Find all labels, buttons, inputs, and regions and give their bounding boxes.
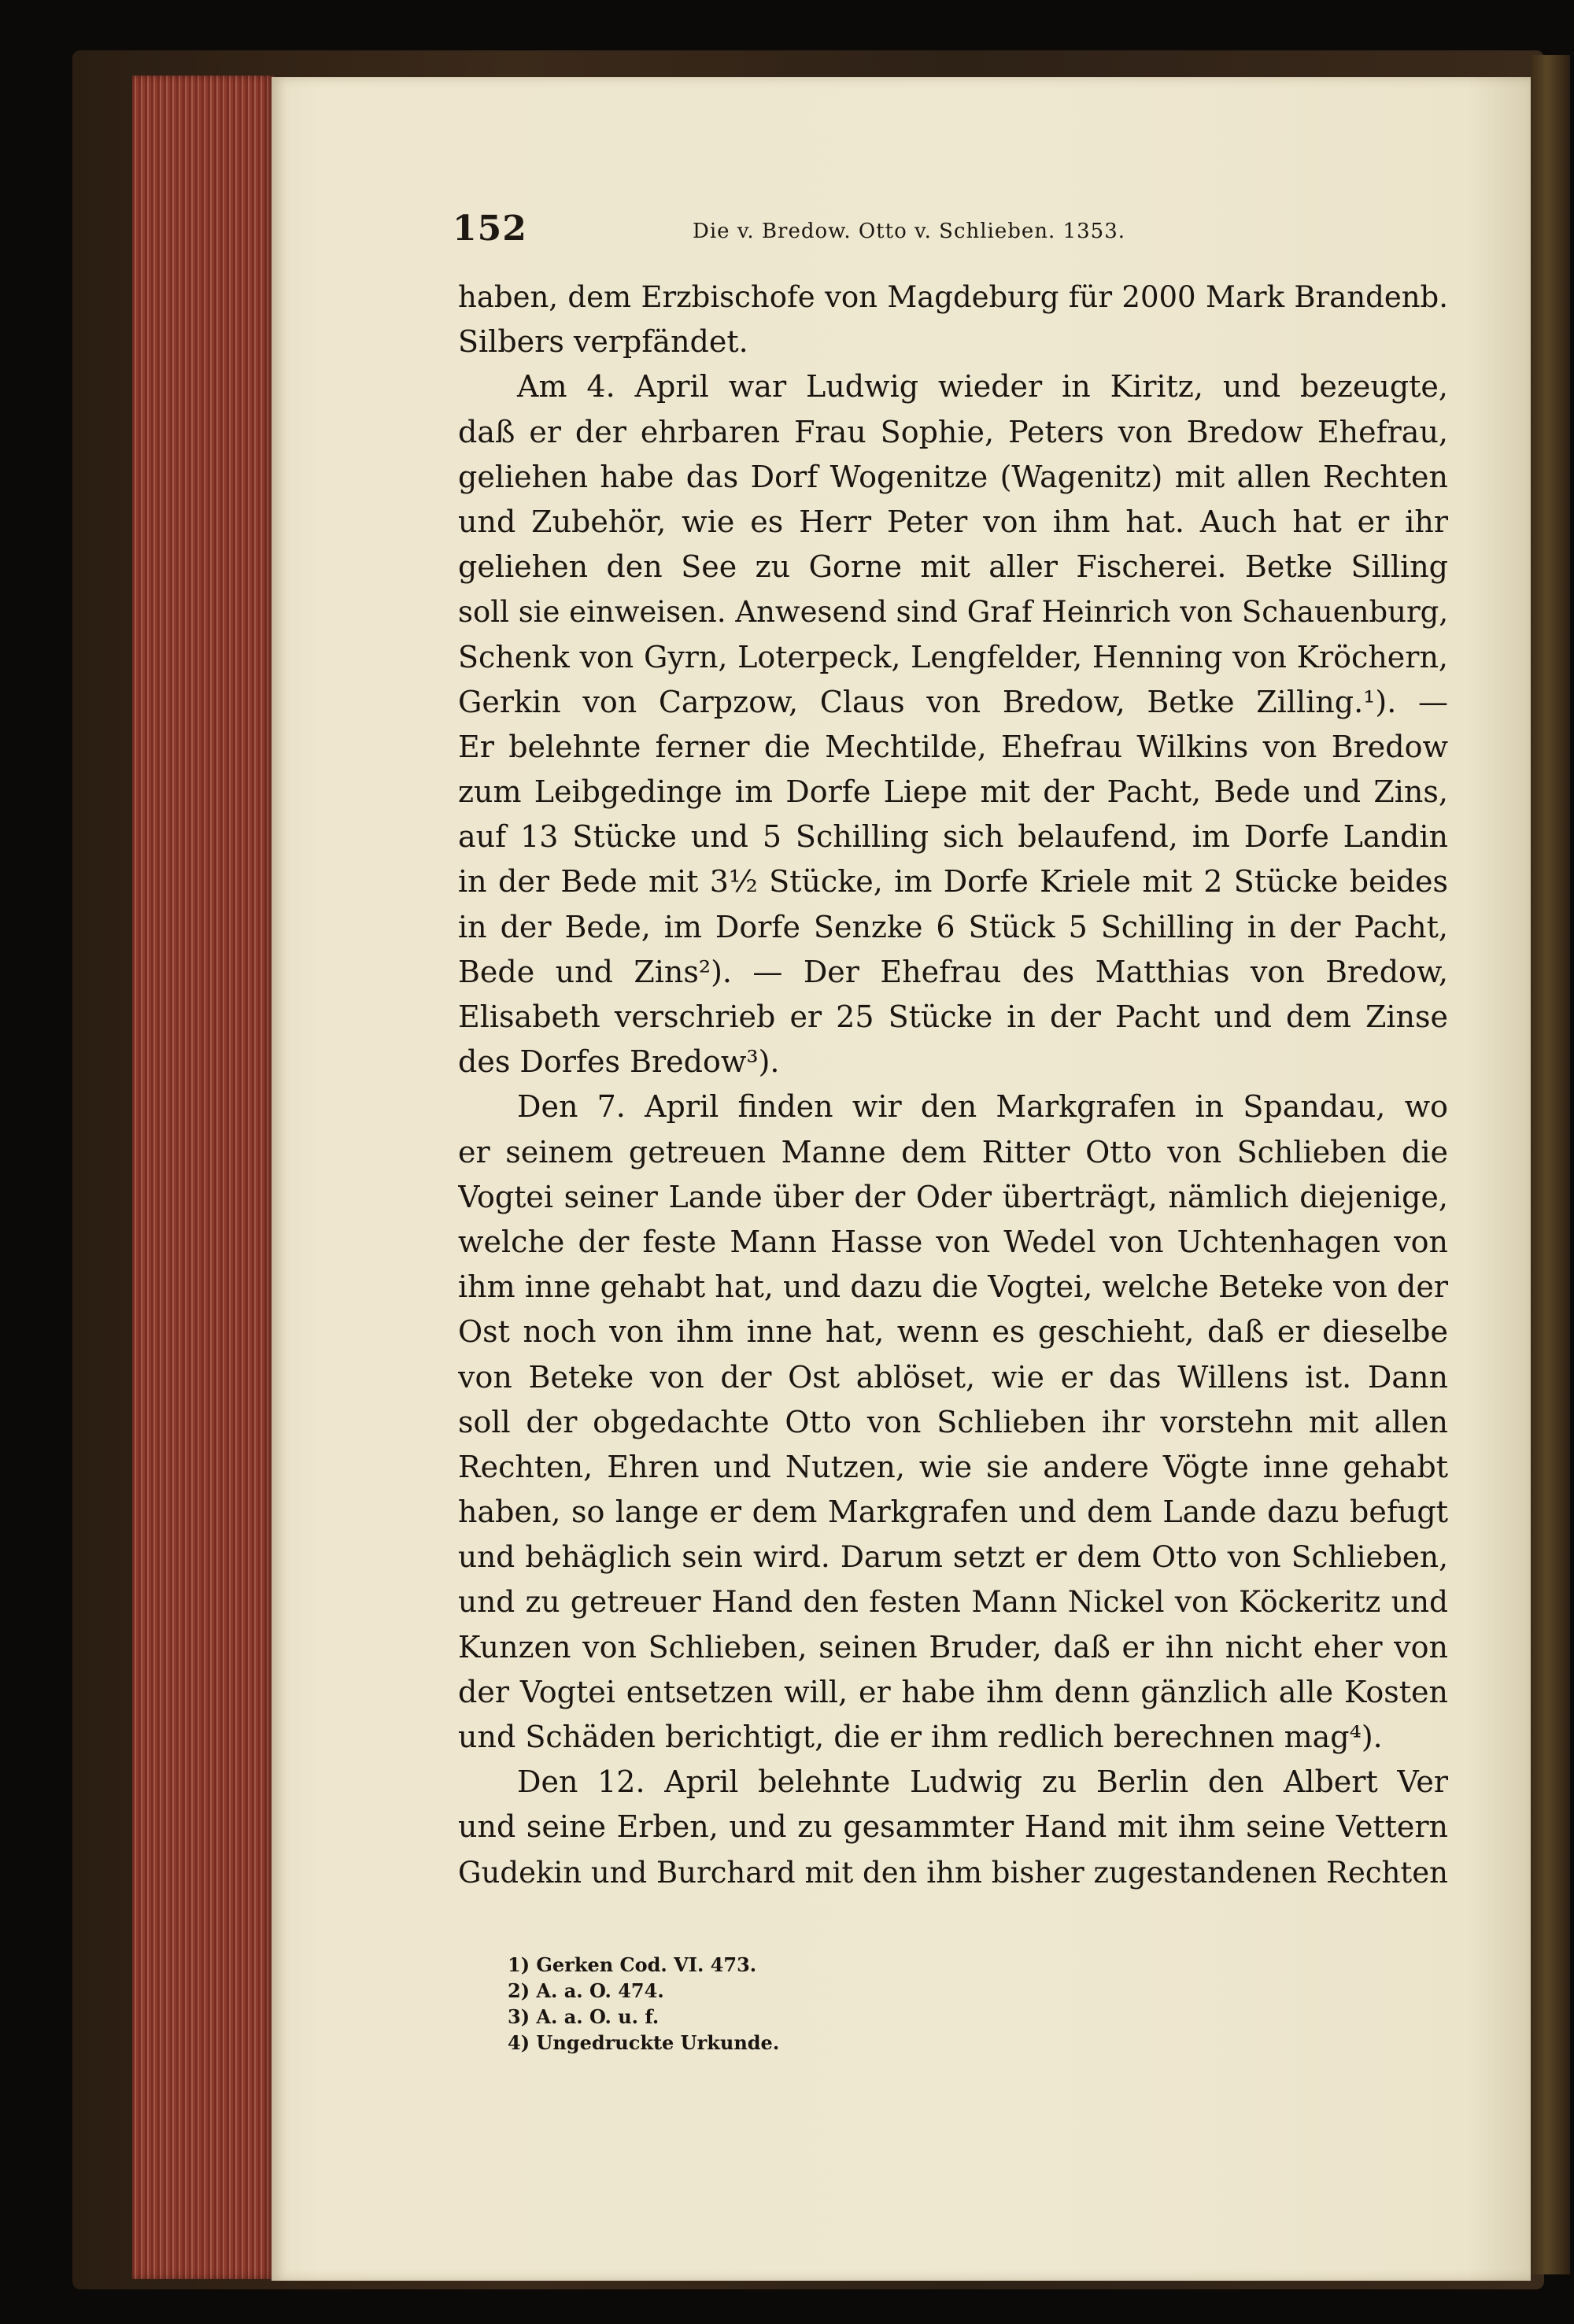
text-line: welche der feste Mann Hasse von Wedel von Uchtenhagen von: [458, 1224, 1448, 1259]
text-line: und Schäden berichtigt, die er ihm redlich berechnen mag⁴).: [458, 1720, 1383, 1754]
text-line: Gerkin von Carpzow, Claus von Bredow, Betke Zilling.¹). —: [458, 684, 1448, 719]
text-line: und zu getreuer Hand den festen Mann Nickel von Köckeritz und: [458, 1584, 1448, 1620]
text-line: Gudekin und Burchard mit den ihm bisher zugestandenen Rechten: [458, 1855, 1448, 1890]
text-line: Rechten, Ehren und Nutzen, wie sie andere Vögte inne gehabt: [458, 1449, 1448, 1484]
text-line: der Vogtei entsetzen will, er habe ihm denn gänzlich alle Kosten: [458, 1674, 1448, 1709]
text-line: Schenk von Gyrn, Loterpeck, Lengfelder, Henning von Kröchern,: [458, 639, 1448, 674]
footnote: 4) Ungedruckte Urkunde.: [508, 2031, 780, 2054]
text-line: zum Leibgedinge im Dorfe Liepe mit der Pacht, Bede und Zins,: [458, 774, 1448, 810]
footnote: 1) Gerken Cod. VI. 473.: [508, 1953, 757, 1976]
body-text: [458, 275, 1448, 1895]
text-line: Elisabeth verschrieb er 25 Stücke in der Pacht und dem Zinse: [458, 999, 1448, 1034]
text-line: auf 13 Stücke und 5 Schilling sich belaufend, im Dorfe Landin: [458, 819, 1448, 855]
text-line: Silbers verpfändet.: [458, 324, 748, 360]
text-line: Ost noch von ihm inne hat, wenn es geschieht, daß er dieselbe: [458, 1314, 1448, 1350]
text-line: Vogtei seiner Lande über der Oder überträgt, nämlich diejenige,: [458, 1179, 1448, 1214]
page-header: [453, 209, 1452, 256]
text-line: Bede und Zins²). — Der Ehefrau des Matthias von Bredow,: [458, 954, 1448, 989]
text-line: Den 12. April belehnte Ludwig zu Berlin den Albert Ver: [517, 1764, 1448, 1800]
text-line: und seine Erben, und zu gesammter Hand mit ihm seine Vettern: [458, 1809, 1448, 1845]
text-line: von Beteke von der Ost ablöset, wie er das Willens ist. Dann: [458, 1359, 1448, 1395]
text-line: Er belehnte ferner die Mechtilde, Ehefrau Wilkins von Bredow: [458, 729, 1448, 764]
text-line: daß er der ehrbaren Frau Sophie, Peters von Bredow Ehefrau,: [458, 414, 1448, 449]
page-block-edges: [132, 76, 274, 2279]
text-line: geliehen habe das Dorf Wogenitze (Wagenitz) mit allen Rechten: [458, 459, 1448, 494]
text-line: haben, dem Erzbischofe von Magdeburg für 2000 Mark Brandenb.: [458, 280, 1448, 314]
text-line: Am 4. April war Ludwig wieder in Kiritz, und bezeugte,: [517, 369, 1448, 405]
footnotes: [508, 1952, 980, 2056]
text-line: Kunzen von Schlieben, seinen Bruder, daß er ihn nicht eher von: [458, 1629, 1448, 1664]
text-line: des Dorfes Bredow³).: [458, 1044, 780, 1080]
text-line: er seinem getreuen Manne dem Ritter Otto von Schlieben die: [458, 1134, 1448, 1169]
footnote: 2) A. a. O. 474.: [508, 1979, 664, 2002]
page-number: 152: [453, 209, 527, 249]
text-line: in der Bede, im Dorfe Senzke 6 Stück 5 Schilling in der Pacht,: [458, 909, 1448, 944]
text-line: soll der obgedachte Otto von Schlieben ihr vorstehn mit allen: [458, 1404, 1448, 1439]
text-line: ihm inne gehabt hat, und dazu die Vogtei, welche Beteke von der: [458, 1269, 1448, 1305]
text-line: soll sie einweisen. Anwesend sind Graf Heinrich von Schauenburg,: [458, 595, 1448, 630]
text-line: Den 7. April finden wir den Markgrafen in Spandau, wo: [517, 1089, 1448, 1125]
text-line: in der Bede mit 3½ Stücke, im Dorfe Kriele mit 2 Stücke beides: [458, 864, 1448, 900]
text-line: und behäglich sein wird. Darum setzt er dem Otto von Schlieben,: [458, 1539, 1448, 1575]
text-line: haben, so lange er dem Markgrafen und dem Lande dazu befugt: [458, 1495, 1448, 1530]
adjacent-page-edge: [1531, 55, 1570, 2274]
footnote: 3) A. a. O. u. f.: [508, 2005, 660, 2028]
text-line: und Zubehör, wie es Herr Peter von ihm hat. Auch hat er ihr: [458, 504, 1448, 539]
text-line: geliehen den See zu Gorne mit aller Fischerei. Betke Silling: [458, 549, 1448, 585]
running-head: Die v. Bredow. Otto v. Schlieben. 1353.: [693, 220, 1125, 243]
